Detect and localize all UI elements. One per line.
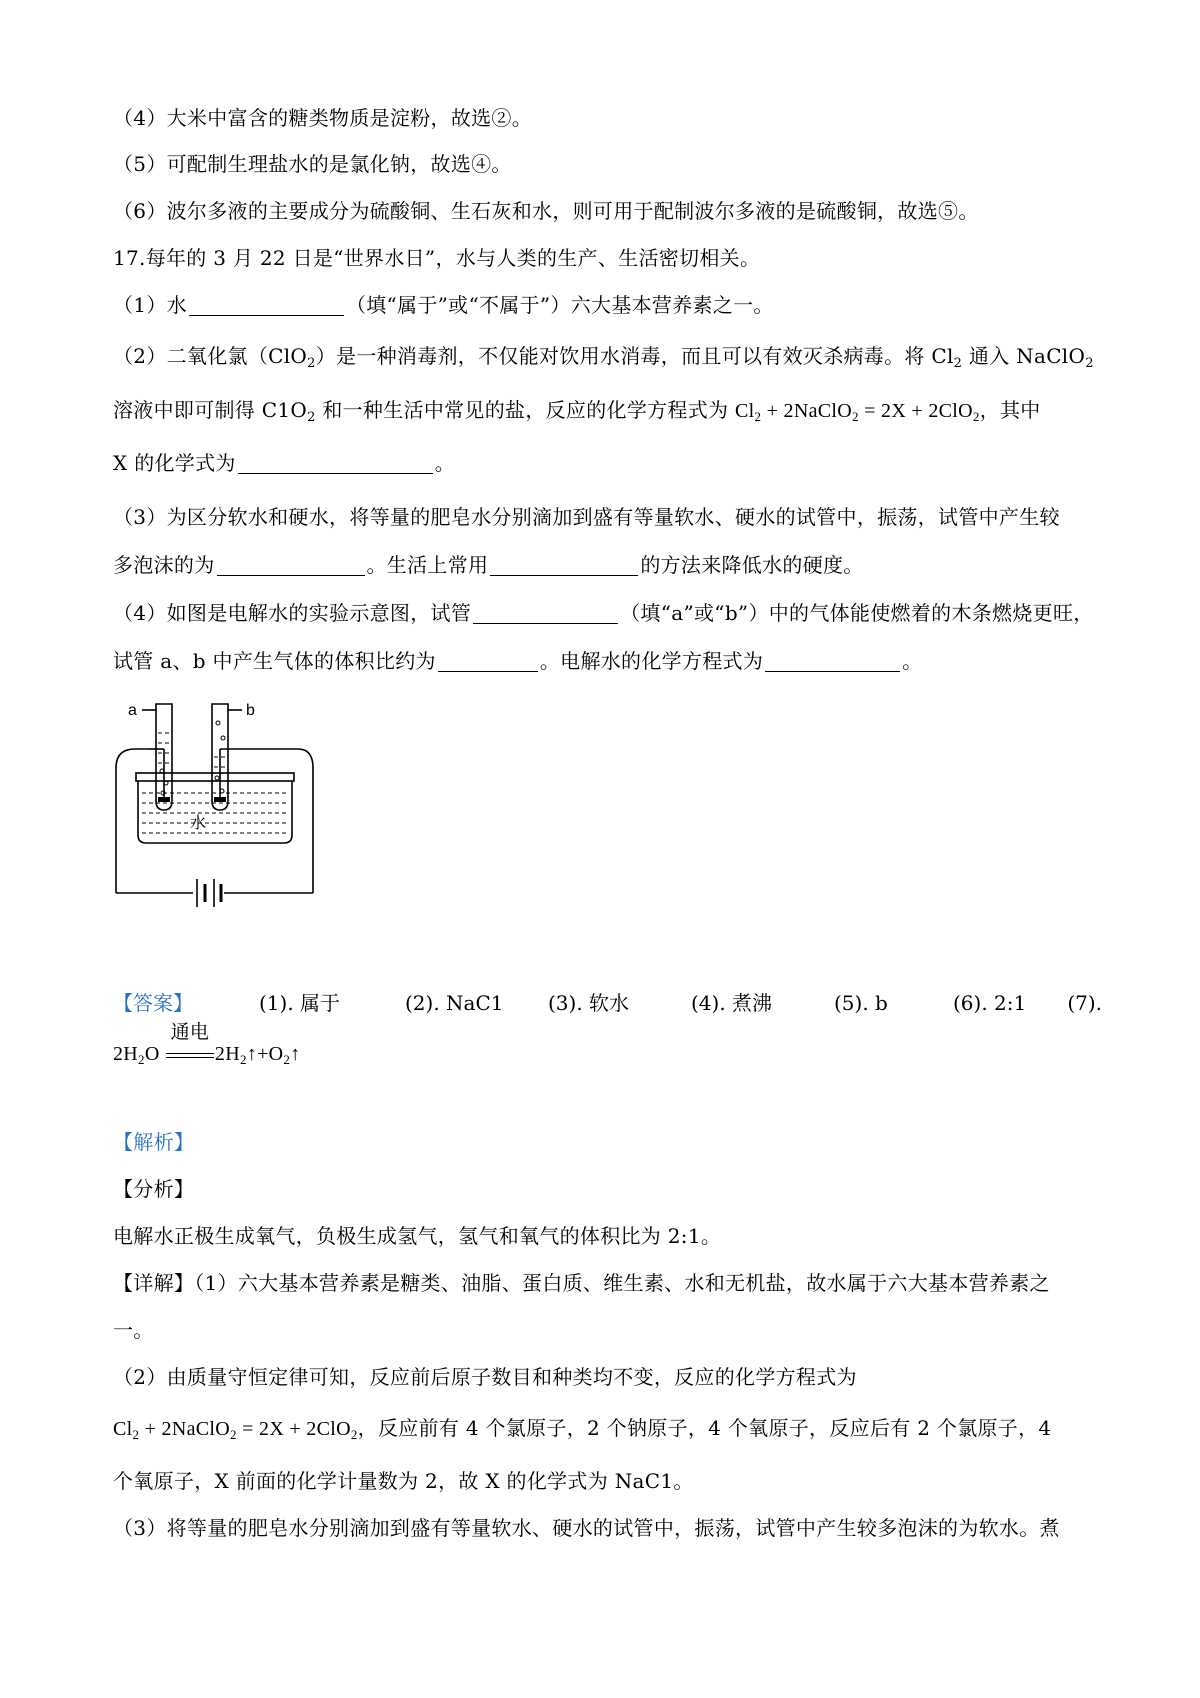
reaction-equation: $Cl_2$ + 2NaClO$_2$ = 2X + 2ClO$_2$ <box>113 1418 358 1442</box>
answer-item-6: (6). 2:1 <box>953 991 1027 1015</box>
detail-1a: 【详解】（1）六大基本营养素是糖类、油脂、蛋白质、维生素、水和无机盐，故水属于六大基本营养素之 <box>113 1271 1050 1295</box>
condition-over-equals: 通电 <box>165 1040 215 1068</box>
tube-label-a: a <box>128 702 137 719</box>
answer-item-2: (2). NaC1 <box>405 991 504 1015</box>
text-line: （4）大米中富含的糖类物质是淀粉，故选②。 <box>113 106 533 130</box>
analysis-fx-text: 电解水正极生成氧气，负极生成氢气，氢气和氧气的体积比为 2:1。 <box>113 1224 722 1248</box>
detail-1b: 一。 <box>113 1318 154 1342</box>
answer-item-1: (1). 属于 <box>259 991 341 1015</box>
answer-blank <box>217 553 365 576</box>
question-17-3-line1: （3）为区分软水和硬水，将等量的肥皂水分别滴加到盛有等量软水、硬水的试管中，振荡，试管中产生较 <box>113 505 1060 529</box>
text-line: （6）波尔多液的主要成分为硫酸铜、生石灰和水，则可用于配制波尔多液的是硫酸铜，故选⑤。 <box>113 199 979 223</box>
text-line: （5）可配制生理盐水的是氯化钠，故选④。 <box>113 152 512 176</box>
detail-2b: $Cl_2$ + 2NaClO$_2$ = 2X + 2ClO$_2$，反应前有 4 个氯原子，2 个钠原子，4 个氧原子，反应后有 2 个氯原子，4 <box>113 1416 1052 1442</box>
answer-blank <box>238 451 433 474</box>
answer-blank <box>438 649 538 672</box>
answer-blank <box>490 553 638 576</box>
detail-3a: （3）将等量的肥皂水分别滴加到盛有等量软水、硬水的试管中，振荡，试管中产生较多泡沫的为软水。煮 <box>113 1516 1060 1540</box>
water-trough <box>138 781 292 843</box>
analysis-fx-label: 【分析】 <box>113 1177 195 1201</box>
electrode-plate-a <box>158 797 170 802</box>
detail-2c: 个氧原子，X 前面的化学计量数为 2，故 X 的化学式为 NaC1。 <box>113 1469 694 1493</box>
reaction-equation: $Cl_2$ + 2NaClO$_2$ = 2X + 2ClO$_2$ <box>735 400 980 424</box>
answer-item-4: (4). 煮沸 <box>691 991 773 1015</box>
question-17-2-line1: （2）二氧化氯（ClO$_2$）是一种消毒剂，不仅能对饮用水消毒，而且可以有效灭杀病毒。将 $Cl_2$ 通入 NaClO$_2$ <box>113 344 1094 371</box>
electrolysis-equation: $2H_2O$ 通电 $2H_2↑+O_2↑$ <box>113 1021 301 1067</box>
detail-2a: （2）由质量守恒定律可知，反应前后原子数目和种类均不变，反应的化学方程式为 <box>113 1365 857 1389</box>
wire-right <box>285 749 313 893</box>
question-17-4-line2: 试管 a、b 中产生气体的体积比约为 。电解水的化学方程式为 。 <box>113 649 923 673</box>
answer-item-5: (5). b <box>834 991 888 1015</box>
wire-left <box>116 749 148 893</box>
answer-label: 【答案】 <box>113 991 193 1015</box>
water-label: 水 <box>190 813 207 832</box>
answer-blank <box>189 293 344 316</box>
answer-blank <box>765 649 900 672</box>
bubbles <box>160 721 225 795</box>
question-17-2-line2: 溶液中即可制得 $C1O_2$ 和一种生活中常见的盐，反应的化学方程式为 $Cl_2$ + 2NaClO$_2$ = 2X + 2ClO$_2$，其中 <box>113 398 1041 425</box>
answer-item-3: (3). 软水 <box>548 991 630 1015</box>
question-17-3-line2: 多泡沫的为 。生活上常用 的方法来降低水的硬度。 <box>113 553 864 577</box>
electrolysis-diagram <box>108 693 318 933</box>
question-17-title: 17.每年的 3 月 22 日是“世界水日”，水与人类的生产、生活密切相关。 <box>113 246 761 270</box>
analysis-label: 【解析】 <box>113 1130 195 1154</box>
question-17-4-line1: （4）如图是电解水的实验示意图，试管 （填“a”或“b”）中的气体能使燃着的木条燃烧更旺， <box>113 601 1094 625</box>
question-17-1: （1）水 （填“属于”或“不属于”）六大基本营养素之一。 <box>113 293 774 317</box>
answer-item-7: (7). <box>1067 991 1102 1015</box>
answer-blank <box>473 601 618 624</box>
question-17-2-line3: X 的化学式为 。 <box>113 451 456 475</box>
electrode-plate-b <box>214 797 226 802</box>
tube-label-b: b <box>246 702 255 719</box>
